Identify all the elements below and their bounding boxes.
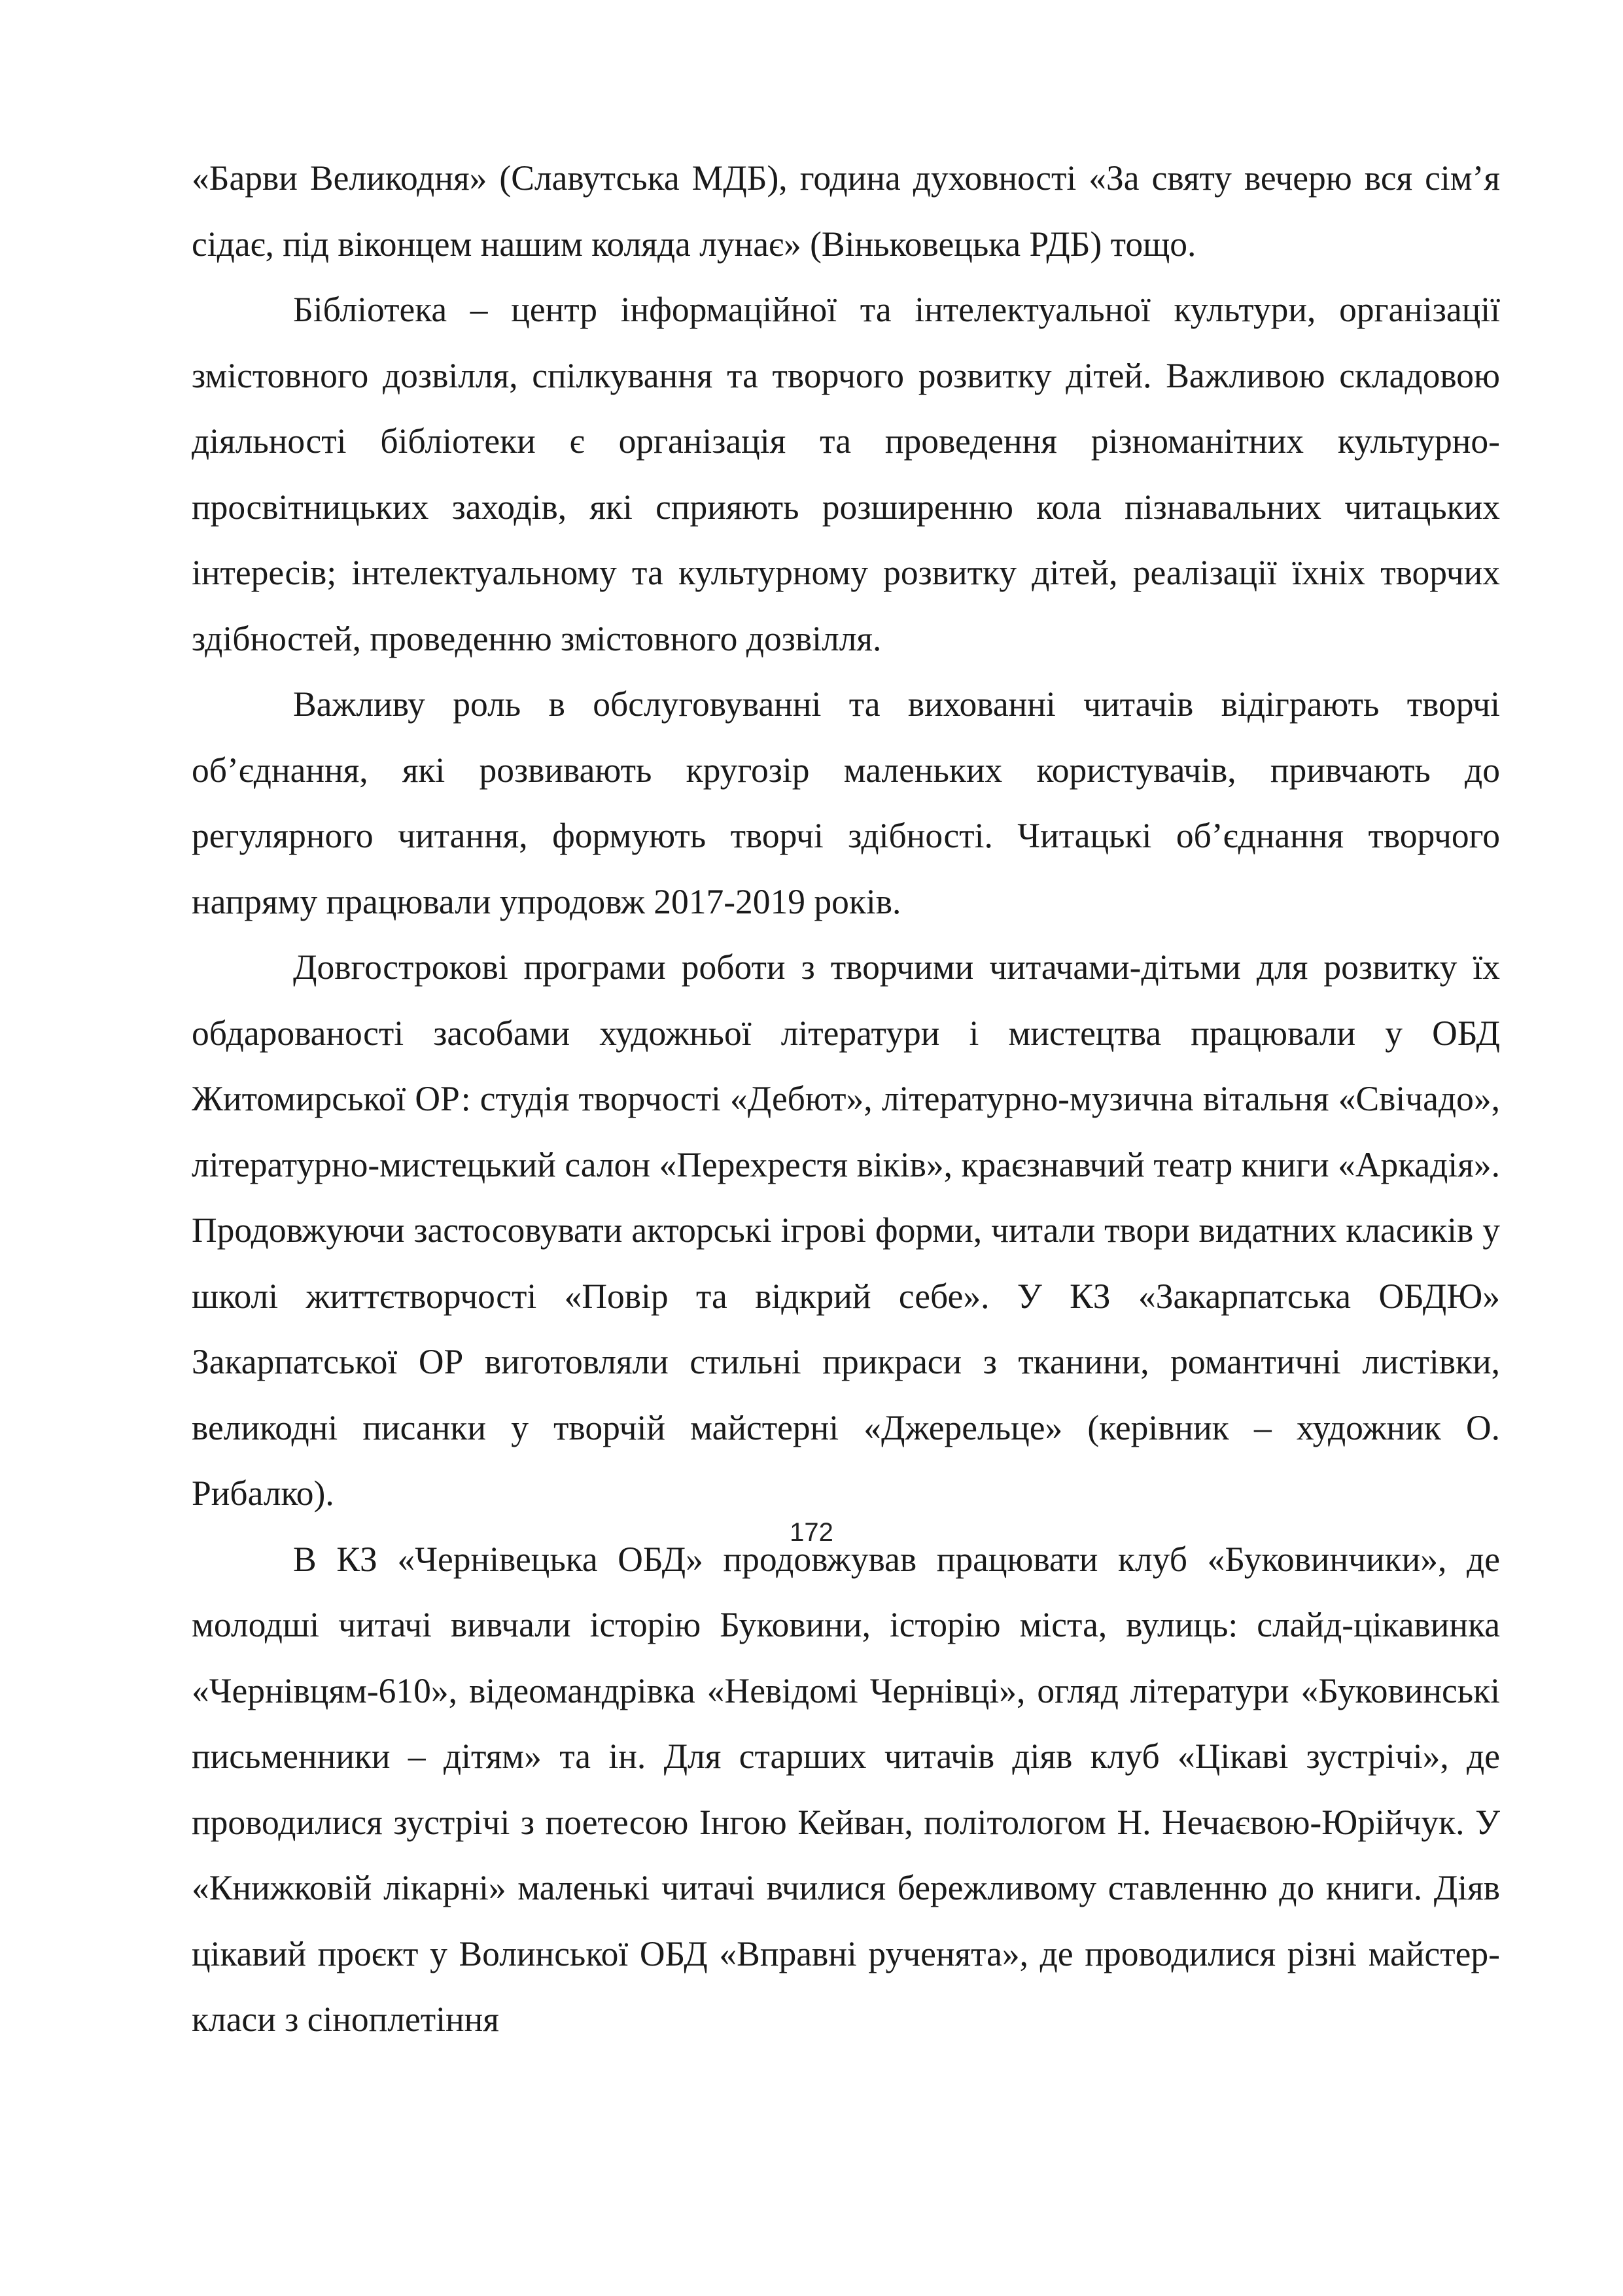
page-number: 172 (790, 1518, 833, 1547)
page-body (192, 145, 1500, 2053)
paragraph: В КЗ «Чернівецька ОБД» продовжував працювати клуб «Буковинчики», де молодші читачі вивчали історію Буковини, історію міста, вулиць: слайд-цікавинка «Чернівцям-610», відеомандрівка «Невідомі Чернівці», огляд літератури «Буковинські письменники – дітям» та ін. Для старших читачів діяв клуб «Цікаві зустрічі», де проводилися зустрічі з поетесою Інгою Кейван, політологом Н. Нечаєвою-Юрійчук. У «Книжковій лікарні» маленькі читачі вчилися бережливому ставленню до книги. Діяв цікавий проєкт у Волинської ОБД «Вправні рученята», де проводилися різні майстер-класи з сіноплетіння (192, 1539, 1500, 2039)
paragraph-continuation: «Барви Великодня» (Славутська МДБ), година духовності «За святу вечерю вся сім’я сідає, під віконцем нашим коляда лунає» (Віньковецька РДБ) тощо. (192, 158, 1500, 264)
paragraph: Бібліотека – центр інформаційної та інтелектуальної культури, організації змістовного дозвілля, спілкування та творчого розвитку дітей. Важливою складовою діяльності бібліотеки є організація та проведення різноманітних культурно-просвітницьких заходів, які сприяють розширенню кола пізнавальних читацьких інтересів; інтелектуальному та культурному розвитку дітей, реалізації їхніх творчих здібностей, проведенню змістовного дозвілля. (192, 290, 1500, 658)
paragraph: Довгострокові програми роботи з творчими читачами-дітьми для розвитку їх обдарованості засобами художньої літератури і мистецтва працювали у ОБД Житомирської ОР: студія творчості «Дебют», літературно-музична вітальня «Свічадо», літературно-мистецький салон «Перехрестя віків», краєзнавчий театр книги «Аркадія». Продовжуючи застосовувати акторські ігрові форми, читали твори видатних класиків у школі життєтворчості «Повір та відкрий себе». У КЗ «Закарпатська ОБДЮ» Закарпатської ОР виготовляли стильні прикраси з тканини, романтичні листівки, великодні писанки у творчій майстерні «Джерельце» (керівник – художник О. Рибалко). (192, 947, 1500, 1513)
paragraph: Важливу роль в обслуговуванні та вихованні читачів відіграють творчі об’єднання, які розвивають кругозір маленьких користувачів, привчають до регулярного читання, формують творчі здібності. Читацькі об’єднання творчого напряму працювали упродовж 2017-2019 років. (192, 684, 1500, 921)
